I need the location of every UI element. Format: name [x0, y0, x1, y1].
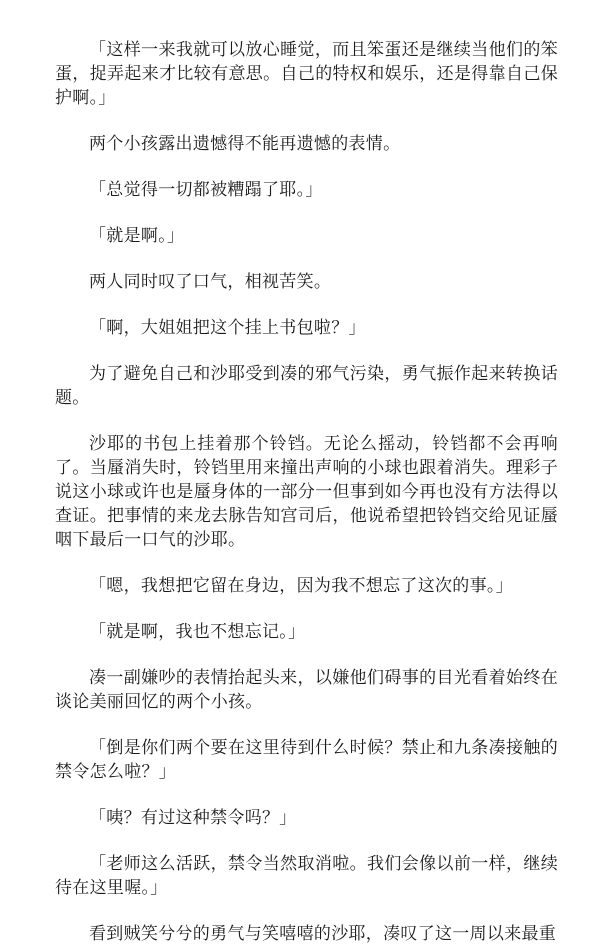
- paragraph-4: 「就是啊。」: [89, 226, 185, 246]
- paragraph-14: 「老师这么活跃，禁令当然取消啦。我们会像以前一样，继续待在这里喔。」: [55, 854, 558, 898]
- paragraph-2: 两个小孩露出遗憾得不能再遗憾的表情。: [89, 134, 401, 154]
- paragraph-3: 「总觉得一切都被糟蹋了耶。」: [89, 180, 323, 200]
- paragraph-13: 「咦？有过这种禁令吗？」: [89, 808, 297, 828]
- paragraph-1: 「这样一来我就可以放心睡觉，而且笨蛋还是继续当他们的笨蛋，捉弄起来才比较有意思。自己的特权和娱乐，还是得靠自己保护啊。」: [55, 40, 558, 108]
- paragraph-5: 两人同时叹了口气，相视苦笑。: [89, 272, 332, 292]
- paragraph-7: 为了避免自己和沙耶受到凑的邪气污染，勇气振作起来转换话题。: [55, 364, 558, 408]
- paragraph-11: 凑一副嫌吵的表情抬起头来，以嫌他们碍事的目光看着始终在谈论美丽回忆的两个小孩。: [55, 668, 558, 712]
- paragraph-12: 「倒是你们两个要在这里待到什么时候？禁止和九条凑接触的禁令怎么啦？」: [55, 738, 558, 782]
- paragraph-15: 看到贼笑兮兮的勇气与笑嘻嘻的沙耶，凑叹了这一周以来最重: [89, 924, 557, 944]
- paragraph-9: 「嗯，我想把它留在身边，因为我不想忘了这次的事。」: [89, 576, 513, 596]
- paragraph-6: 「啊，大姐姐把这个挂上书包啦？」: [89, 318, 366, 338]
- paragraph-8: 沙耶的书包上挂着那个铃铛。无论么摇动，铃铛都不会再响了。当蜃消失时，铃铛里用来撞出声响的小球也跟着消失。理彩子说这小球或许也是蜃身体的一部分一但事到如今再也没有方法得以查证。把事情的来龙去脉告知宫司后，他说希望把铃铛交给见证蜃咽下最后一口气的沙耶。: [55, 434, 558, 550]
- paragraph-10: 「就是啊，我也不想忘记。」: [89, 622, 306, 642]
